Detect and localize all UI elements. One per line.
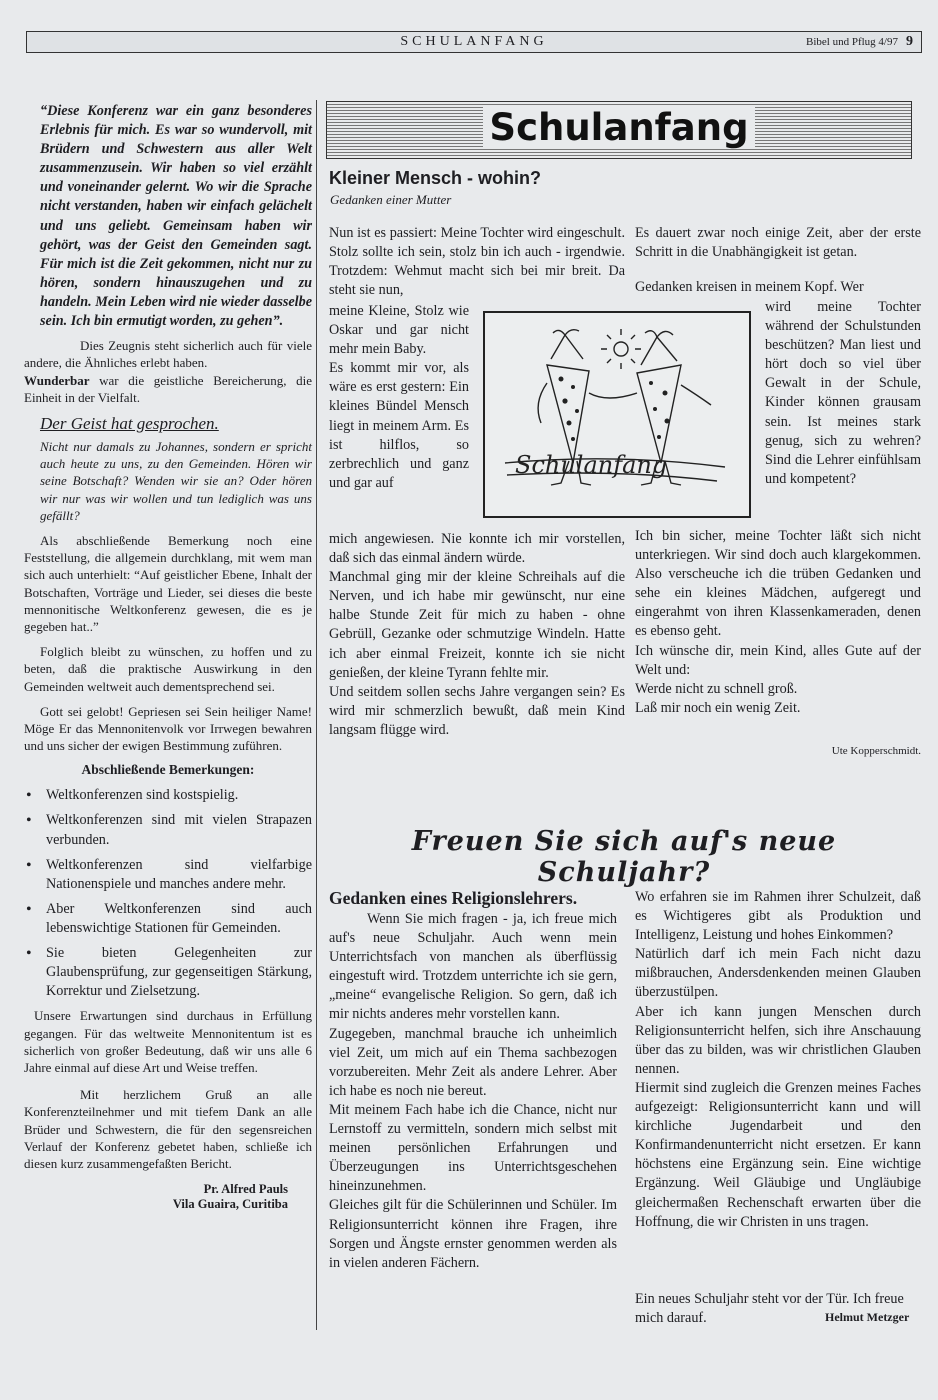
- signature-place: Vila Guaira, Curitiba: [172, 1197, 288, 1212]
- article1-col2-wrap: wird meine Tochter während der Schulstunden beschützen? Man liest und hört doch so viel über Gewalt in der Schule, Kinder können grausam sein. Ist meines stark genug, sich zu wehren? Sind die Lehrer einfühlsam und kompetent?: [765, 299, 921, 487]
- article1-col1-bottom: mich angewiesen. Nie konnte ich mir vorstellen, daß sich das einmal ändern würde. Manchmal ging mir der kleine Schreihals auf die Nerven, und ich habe mir gewünscht, nur eine halbe Stunde Zeit für mich zu haben - ohne Gebrüll, Gezanke oder schmutzige Windeln. Hatte ich aber einmal Freizeit, konnte ich sie nicht genießen, der kleine Tyrann fehlte mir. Und seitdem sollen sechs Jahre vergangen sein? Es wird mir schmerzlich bewußt, daß mein Kind langsam flügge wird.: [329, 531, 625, 738]
- list-item: • Sie bieten Gelegenheiten zur Glaubensprüfung, zur gegenseitigen Stärkung, Korrektur und Zielsetzung.: [24, 944, 312, 1001]
- article2-headline: Freuen Sie sich auf's neue Schuljahr?: [411, 826, 837, 888]
- testimony-quote: “Diese Konferenz war ein ganz besonderes Erlebnis für mich. Es war so wundervoll, mit Brüdern und Schwestern aus aller Welt zusammenzusein. Wir haben so viel erzählt und voneinander gelernt. Wo wir die Sprache nicht verstanden, haben wir einfach gelächelt und uns geliebt. Gemeinsam haben wir gehört, was der Geist den Gemeinden sagt. Für mich ist die Zeit gekommen, nicht nur zu hören, sondern hinauszugehen und zu handeln. Mein Leben wird nie wieder dasselbe sein. Ich bin ermutigt worden, zu gehen”.: [40, 103, 312, 330]
- list-item: • Aber Weltkonferenzen sind auch lebenswichtige Stationen für Gemeinden.: [24, 900, 312, 938]
- banner-title: [327, 106, 911, 149]
- column-divider: [316, 100, 317, 1330]
- paragraph-praise: Gott sei gelobt! Gepriesen sei Sein heiliger Name! Möge Er das Mennonitenvolk vor Irrwegen bewahren und uns sicher der ewigen Bestimmung zuführen.: [24, 703, 312, 754]
- article1-col2-bottom: Ich bin sicher, meine Tochter läßt sich nicht unterkriegen. Wir sind doch auch klargekommen. Also verscheuche ich die trüben Gedanken und sehe ein kleines Mädchen, aufgeregt und eingerahmt von ihren Klassenkameraden, denen es ebenso geht. Ich wünsche dir, mein Kind, alles Gute auf der Welt und: Werde nicht zu schnell groß. Laß mir noch ein wenig Zeit.: [635, 528, 921, 716]
- paragraph-greeting: Mit herzlichem Gruß an alle Konferenzteilnehmer und mit tiefem Dank an alle Brüder und Schwestern, die für den segensreichen Verlauf der Konferenz gebetet haben, schließe ich diesen kurz zusammengefaßten Bericht.: [24, 1087, 312, 1171]
- school-cone-drawing: [485, 313, 749, 516]
- article2-author: Helmut Metzger: [825, 1310, 910, 1324]
- issue-info: [806, 34, 913, 50]
- left-column: [24, 102, 312, 1212]
- article2-title: Gedanken eines Religionslehrers.: [329, 888, 578, 908]
- article1-col1-wrap: meine Kleine, Stolz wie Oskar und gar nicht mehr mein Baby. Es kommt mir vor, als wäre es erst gestern: Ein kleines Bündel Mensch liegt in meinem Arm. Es ist hilflos, so zerbrechlich und ganz und gar auf: [329, 303, 469, 491]
- remarks-list: [24, 786, 312, 1001]
- heading-spirit: Der Geist hat gesprochen.: [40, 413, 219, 433]
- list-item: • Weltkonferenzen sind kostspielig.: [24, 786, 312, 805]
- article1-col1-top: Nun ist es passiert: Meine Tochter wird eingeschult. Stolz sollte ich sein, stolz bin ich auch - irgendwie. Trotzdem: Wehmut macht sich bei mir breit. Da steht sie nun,: [329, 225, 625, 299]
- article2-col2: Wo erfahren sie im Rahmen ihrer Schulzeit, daß es Wichtigeres gibt als Produktion und Intelligenz, Leistung und hohes Einkommen? Natürlich darf ich mein Fach nicht dazu mißbrauchen, Andersdenkenden meinen Glauben überzustülpen. Aber ich kann jungen Menschen durch Religionsunterricht helfen, sich ihre Anschauung über das zu bilden, was wir christlichen Glauben nennen. Hiermit sind zugleich die Grenzen meines Faches aufgezeigt: Religionsunterricht kann und will kirchliche Jugendarbeit und den Konfirmandenunterricht nicht ersetzen. Er kann höchstens eine Ergänzung sein. Eine wichtige Ergänzung. Weil Gläubige und Ungläubige gleichermaßen Rechenschaft erwarten über die Hoffnung, die wir Christen in uns tragen.: [635, 889, 921, 1230]
- banner-text: Schulanfang: [483, 106, 754, 149]
- article2-closing: Ein neues Schuljahr steht vor der Tür. Ich freue mich darauf.: [635, 1291, 904, 1327]
- paragraph-testimony: Dies Zeugnis steht sicherlich auch für viele andere, die Ähnliches erlebt haben.: [24, 338, 312, 371]
- wonderful-word: Wunderbar: [24, 372, 90, 388]
- article-subtitle: Gedanken einer Mutter: [330, 192, 452, 207]
- subheading-remarks: Abschließende Bemerkungen:: [81, 762, 255, 778]
- page-number: 9: [906, 34, 913, 49]
- list-item: • Weltkonferenzen sind vielfarbige Nationenspiele und manches andere mehr.: [24, 856, 312, 894]
- paragraph-spirit: Nicht nur damals zu Johannes, sondern er spricht auch heute zu uns, zu den Gemeinden. Hören wir seine Botschaft? Wenden wir sie an? Oder hören wir nur was wir wollen und tun lediglich was uns gefällt?: [40, 438, 312, 523]
- paragraph-final-remark: Als abschließende Bemerkung noch eine Feststellung, die allgemein durchklang, mit wem man sich auch unterhielt: “Auf geistlicher Ebene, Inhalt der Botschaften, Vorträge und Lieder, sei dieses die beste mennonitische Weltkonferenz gewesen, die es je gegeben hat..”: [24, 532, 312, 634]
- paragraph-expectations: Unsere Erwartungen sind durchaus in Erfüllung gegangen. Für das weltweite Mennonitentum ist es sicherlich von großer Bedeutung, daß wir uns alle 6 Jahre einmal auf diese Art und Weise treffen.: [24, 1008, 312, 1075]
- paragraph-wish: Folglich bleibt zu wünschen, zu hoffen und zu beten, daß die praktische Auswirkung in den Gemeinden weltweit auch dementsprechend sei.: [24, 644, 312, 694]
- section-title: SCHULANFANG: [400, 34, 548, 49]
- schulanfang-illustration: [483, 311, 751, 518]
- article-title: Kleiner Mensch - wohin?: [329, 168, 542, 188]
- issue-label: Bibel und Pflug 4/97: [806, 36, 898, 48]
- article2-col1: Wenn Sie mich fragen - ja, ich freue mich auf's neue Schuljahr. Auch wenn mein Unterrichtsfach von manchen als überflüssig eingestuft wird. Trotzdem unterrichte ich sie gern, „meine“ evangelische Religion. So gern, daß ich mir nichts anderes mehr vorstellen kann. Zugegeben, manchmal brauche ich unheimlich viel Zeit, um mich auf ein Thema sachbezogen vorzubereiten. Mehr Zeit als andere Lehrer. Aber ich habe es noch nie bereut. Mit meinem Fach habe ich die Chance, nicht nur Lernstoff zu vermitteln, sondern mich selbst mit meinen persönlichen Erfahrungen und Überzeugungen ins Unterrichtsgeschehen hineinzunehmen. Gleiches gilt für die Schülerinnen und Schüler. Im Religionsunterricht können ihre Fragen, ihre Sorgen und Ängste ernster genommen werden als in vielen anderen Fächern.: [329, 911, 617, 1271]
- paragraph-wonderful: [24, 372, 312, 406]
- article1-col2-top: Es dauert zwar noch einige Zeit, aber der erste Schritt in die Unabhängigkeit ist getan.: [635, 225, 921, 261]
- page-header: [26, 31, 922, 53]
- signature-name: Pr. Alfred Pauls: [203, 1182, 288, 1197]
- list-item: • Weltkonferenzen sind mit vielen Strapazen verbunden.: [24, 811, 312, 849]
- wonderful-rest: war die geistliche Bereicherung, die Einheit in der Vielfalt.: [24, 372, 312, 405]
- article1-col2-line: Gedanken kreisen in meinem Kopf. Wer: [635, 279, 864, 295]
- article1-author: Ute Kopperschmidt.: [831, 745, 921, 757]
- illustration-caption: Schulanfang: [515, 451, 668, 479]
- schulanfang-banner: [326, 101, 912, 159]
